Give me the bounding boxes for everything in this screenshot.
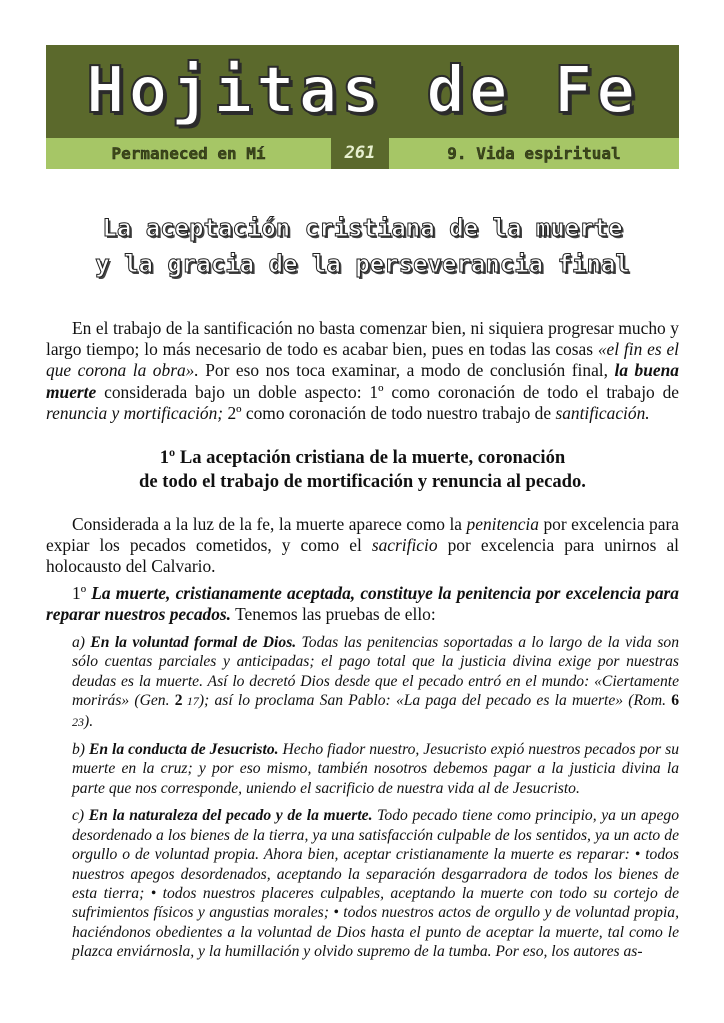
issue-number: 261	[331, 138, 389, 169]
series-label: Permaneced en Mí	[111, 144, 266, 163]
item-b-lead: En la conducta de Jesucristo.	[88, 741, 279, 759]
item-c-marker: c)	[72, 807, 89, 825]
item-c-text: Todo pecado tiene como principio, ya un apego desordenado a los bienes de la tierra, ya una satisfacción culpable de los sentidos, ya un acto de orgullo o de voluntad propia. Ahora bien, aceptar cristianamente la muerte es reparar: • todos nuestros apegos desordenados, aceptando la separación desgarradora de todos los bienes de esta tierra; • todos nuestros placeres culpables, aceptando la muerte con todo su cortejo de sufrimientos físicos y angustias morales; • todos nuestros actos de orgullo y de voluntad propia, haciéndonos obedientes a la voluntad de Dios hasta el punto de aceptar la muerte, tal como le plazca enviárnosla, y la humillación y olvido supremo de la tumba. Por eso, los autores as-	[72, 807, 679, 961]
publication-title: Hojitas de Fe	[86, 54, 639, 128]
item-a-ref2-verse: 23	[72, 714, 84, 729]
section-heading-line-2: de todo el trabajo de mortificación y renuncia al pecado.	[139, 471, 586, 493]
intro-text-1: En el trabajo de la santificación no basta comenzar bien, ni siquiera progresar mucho y largo tiempo; lo más necesario de todo es acabar bien, pues en todas las cosas	[46, 318, 679, 360]
paragraph-3	[46, 583, 679, 625]
intro-text-3: considerada bajo un doble aspecto: 1º como coronación de todo el trabajo de	[96, 381, 679, 402]
document-title	[46, 210, 679, 282]
section-heading	[46, 446, 679, 494]
intro-emphasis: la buena muerte	[46, 360, 679, 402]
document-title-line-2: y la gracia de la perseverancia final	[95, 250, 630, 278]
para3-text: Tenemos las pruebas de ello:	[231, 603, 436, 624]
item-a-text-1: Todas las penitencias soportadas a lo largo de la vida son sólo cuentas parciales y anticipadas; el pago total que la justicia divina exige por nuestras deudas es la muerte. Así lo decretó Dios desde que el pecado entró en el mundo: «Ciertamente morirás» (Gen.	[72, 634, 679, 710]
item-a	[72, 633, 679, 732]
document-body	[46, 318, 679, 962]
intro-text-2: Por eso nos toca examinar, a modo de conclusión final,	[198, 360, 615, 381]
item-b	[72, 740, 679, 798]
item-c-lead: En la naturaleza del pecado y de la muerte.	[88, 807, 373, 825]
item-a-marker: a)	[72, 634, 91, 652]
para2-italic-1: penitencia	[466, 514, 539, 535]
intro-text-4: 2º como coronación de todo nuestro trabajo de	[223, 402, 556, 423]
document-title-line-1: La aceptación cristiana de la muerte	[102, 214, 623, 242]
item-a-text-2: ); así lo proclama San Pablo: «La paga del pecado es la muerte» (Rom.	[198, 692, 672, 710]
intro-paragraph	[46, 318, 679, 424]
item-a-lead: En la voluntad formal de Dios.	[90, 634, 297, 652]
para3-number: 1º	[72, 582, 92, 603]
item-a-ref2-chapter: 6	[671, 692, 680, 710]
para3-thesis: La muerte, cristianamente aceptada, constituye la penitencia por excelencia para reparar nuestros pecados.	[46, 582, 679, 624]
item-a-ref1-verse: 17	[182, 694, 199, 709]
item-b-marker: b)	[72, 741, 89, 759]
item-b-text: Hecho fiador nuestro, Jesucristo expió nuestros pecados por su muerte en la cruz; y por eso mismo, también nosotros debemos pagar a la justicia divina la parte que nos corresponde, uniendo el sacrificio de nuestra vida al de Jesucristo.	[72, 741, 679, 797]
para2-text-2: por excelencia para expiar los pecados cometidos, y como el	[46, 514, 679, 556]
para2-italic-2: sacrificio	[371, 535, 438, 556]
header-info-bar	[46, 138, 679, 169]
para2-text-1: Considerada a la luz de la fe, la muerte aparece como la	[72, 514, 467, 535]
item-a-ref1-chapter: 2	[174, 692, 183, 710]
para2-text-3: por excelencia para unirnos al holocausto del Calvario.	[46, 535, 680, 577]
intro-quote: «el fin es el que corona la obra».	[46, 339, 679, 381]
intro-italic-2: renuncia y mortificación;	[46, 402, 224, 423]
intro-italic-3: santificación.	[555, 402, 650, 423]
item-c	[72, 806, 679, 961]
header-banner	[46, 45, 679, 169]
section-heading-line-1: 1º La aceptación cristiana de la muerte, coronación	[159, 447, 566, 469]
paragraph-2	[46, 514, 679, 578]
item-a-text-3: ).	[84, 712, 94, 730]
category-label: 9. Vida espiritual	[447, 144, 621, 163]
